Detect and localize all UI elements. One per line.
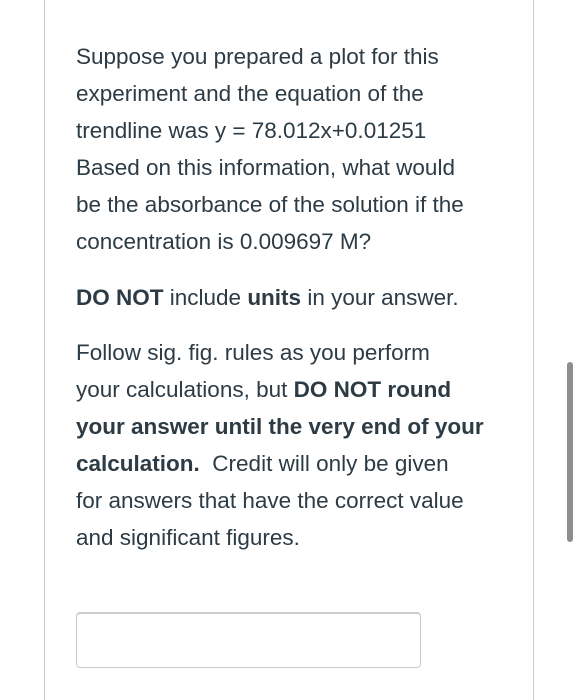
instruction-text: include — [163, 285, 248, 310]
question-line: Based on this information, what would — [76, 155, 455, 180]
question-card — [44, 0, 534, 700]
question-line: be the absorbance of the solution if the — [76, 192, 464, 217]
instruction-line — [76, 408, 516, 445]
question-text — [76, 38, 516, 556]
answer-input[interactable] — [76, 612, 421, 668]
instruction-line — [76, 371, 516, 408]
instruction-line: for answers that have the correct value — [76, 488, 464, 513]
instruction-text: Credit will only be given — [199, 451, 449, 476]
question-line: concentration is 0.009697 M? — [76, 229, 372, 254]
question-paragraph-3 — [76, 334, 516, 556]
instruction-text: in your answer. — [301, 285, 459, 310]
emphasis-text: calculation. — [76, 451, 200, 476]
question-paragraph-2 — [76, 279, 516, 316]
question-paragraph-1 — [76, 38, 516, 260]
emphasis-text: your answer until the very end of your — [76, 414, 484, 439]
instruction-line — [76, 445, 516, 482]
instruction-line: Follow sig. fig. rules as you perform — [76, 340, 430, 365]
question-line: Suppose you prepared a plot for this — [76, 44, 439, 69]
emphasis-text: DO NOT round — [293, 377, 452, 402]
instruction-line — [76, 279, 516, 316]
question-line: trendline was y = 78.012x+0.01251 — [76, 118, 427, 143]
scrollbar-thumb[interactable] — [567, 362, 573, 542]
instruction-line: and significant figures. — [76, 525, 300, 550]
emphasis-text: DO NOT — [76, 285, 164, 310]
emphasis-text: units — [247, 285, 302, 310]
instruction-text: your calculations, but — [76, 377, 294, 402]
question-line: experiment and the equation of the — [76, 81, 424, 106]
